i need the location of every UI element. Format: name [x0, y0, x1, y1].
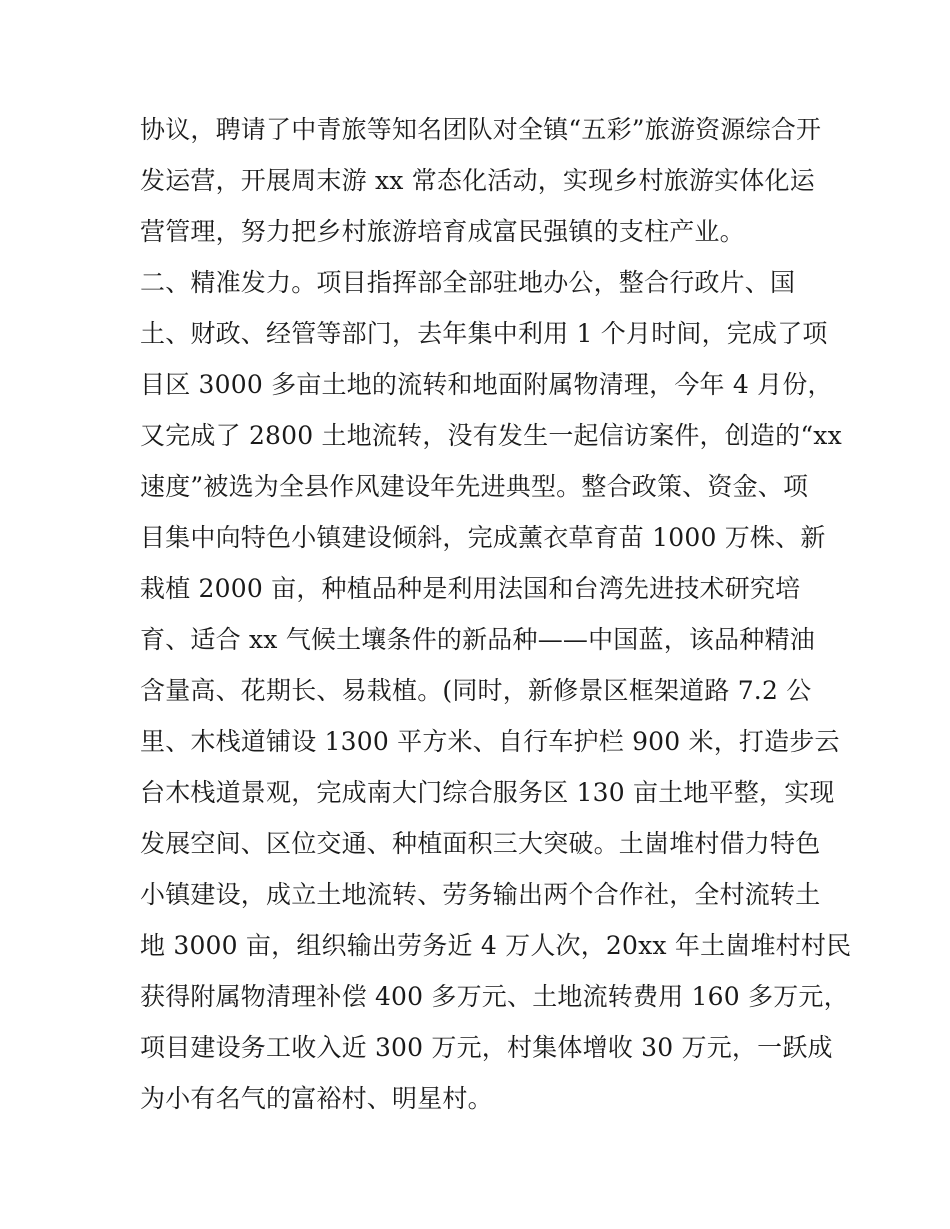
text-line: 目集中向特色小镇建设倾斜，完成薰衣草育苗 1000 万株、新 — [140, 523, 826, 552]
text-line: 发展空间、区位交通、种植面积三大突破。土崮堆村借力特色 — [140, 829, 821, 858]
text-line: 地 3000 亩，组织输出劳务近 4 万人次，20xx 年土崮堆村村民 — [140, 931, 852, 960]
text-line: 协议，聘请了中青旅等知名团队对全镇“五彩”旅游资源综合开 — [140, 115, 822, 144]
text-line: 栽植 2000 亩，种植品种是利用法国和台湾先进技术研究培 — [140, 574, 801, 603]
text-line: 二、精准发力。项目指挥部全部驻地办公，整合行政片、国 — [140, 268, 796, 297]
document-body — [140, 104, 852, 1124]
text-line: 台木栈道景观，完成南大门综合服务区 130 亩土地平整，实现 — [140, 778, 835, 807]
text-line: 项目建设务工收入近 300 万元，村集体增收 30 万元，一跃成 — [140, 1033, 833, 1062]
text-line: 育、适合 xx 气候土壤条件的新品种——中国蓝，该品种精油 — [140, 625, 815, 654]
text-line: 速度”被选为全县作风建设年先进典型。整合政策、资金、项 — [140, 472, 809, 501]
text-line: 又完成了 2800 土地流转，没有发生一起信访案件，创造的“xx — [140, 421, 842, 450]
text-line: 里、木栈道铺设 1300 平方米、自行车护栏 900 米，打造步云 — [140, 727, 840, 756]
text-line: 获得附属物清理补偿 400 多万元、土地流转费用 160 多万元， — [140, 982, 849, 1011]
text-line: 小镇建设，成立土地流转、劳务输出两个合作社，全村流转土 — [140, 880, 821, 909]
text-line: 含量高、花期长、易栽植。(同时，新修景区框架道路 7.2 公 — [140, 676, 812, 705]
text-line: 土、财政、经管等部门，去年集中利用 1 个月时间，完成了项 — [140, 319, 828, 348]
text-line: 目区 3000 多亩土地的流转和地面附属物清理，今年 4 月份， — [140, 370, 833, 399]
text-line: 为小有名气的富裕村、明星村。 — [140, 1084, 493, 1113]
text-line: 发运营，开展周末游 xx 常态化活动，实现乡村旅游实体化运 — [140, 166, 815, 195]
text-line: 营管理，努力把乡村旅游培育成富民强镇的支柱产业。 — [140, 217, 745, 246]
